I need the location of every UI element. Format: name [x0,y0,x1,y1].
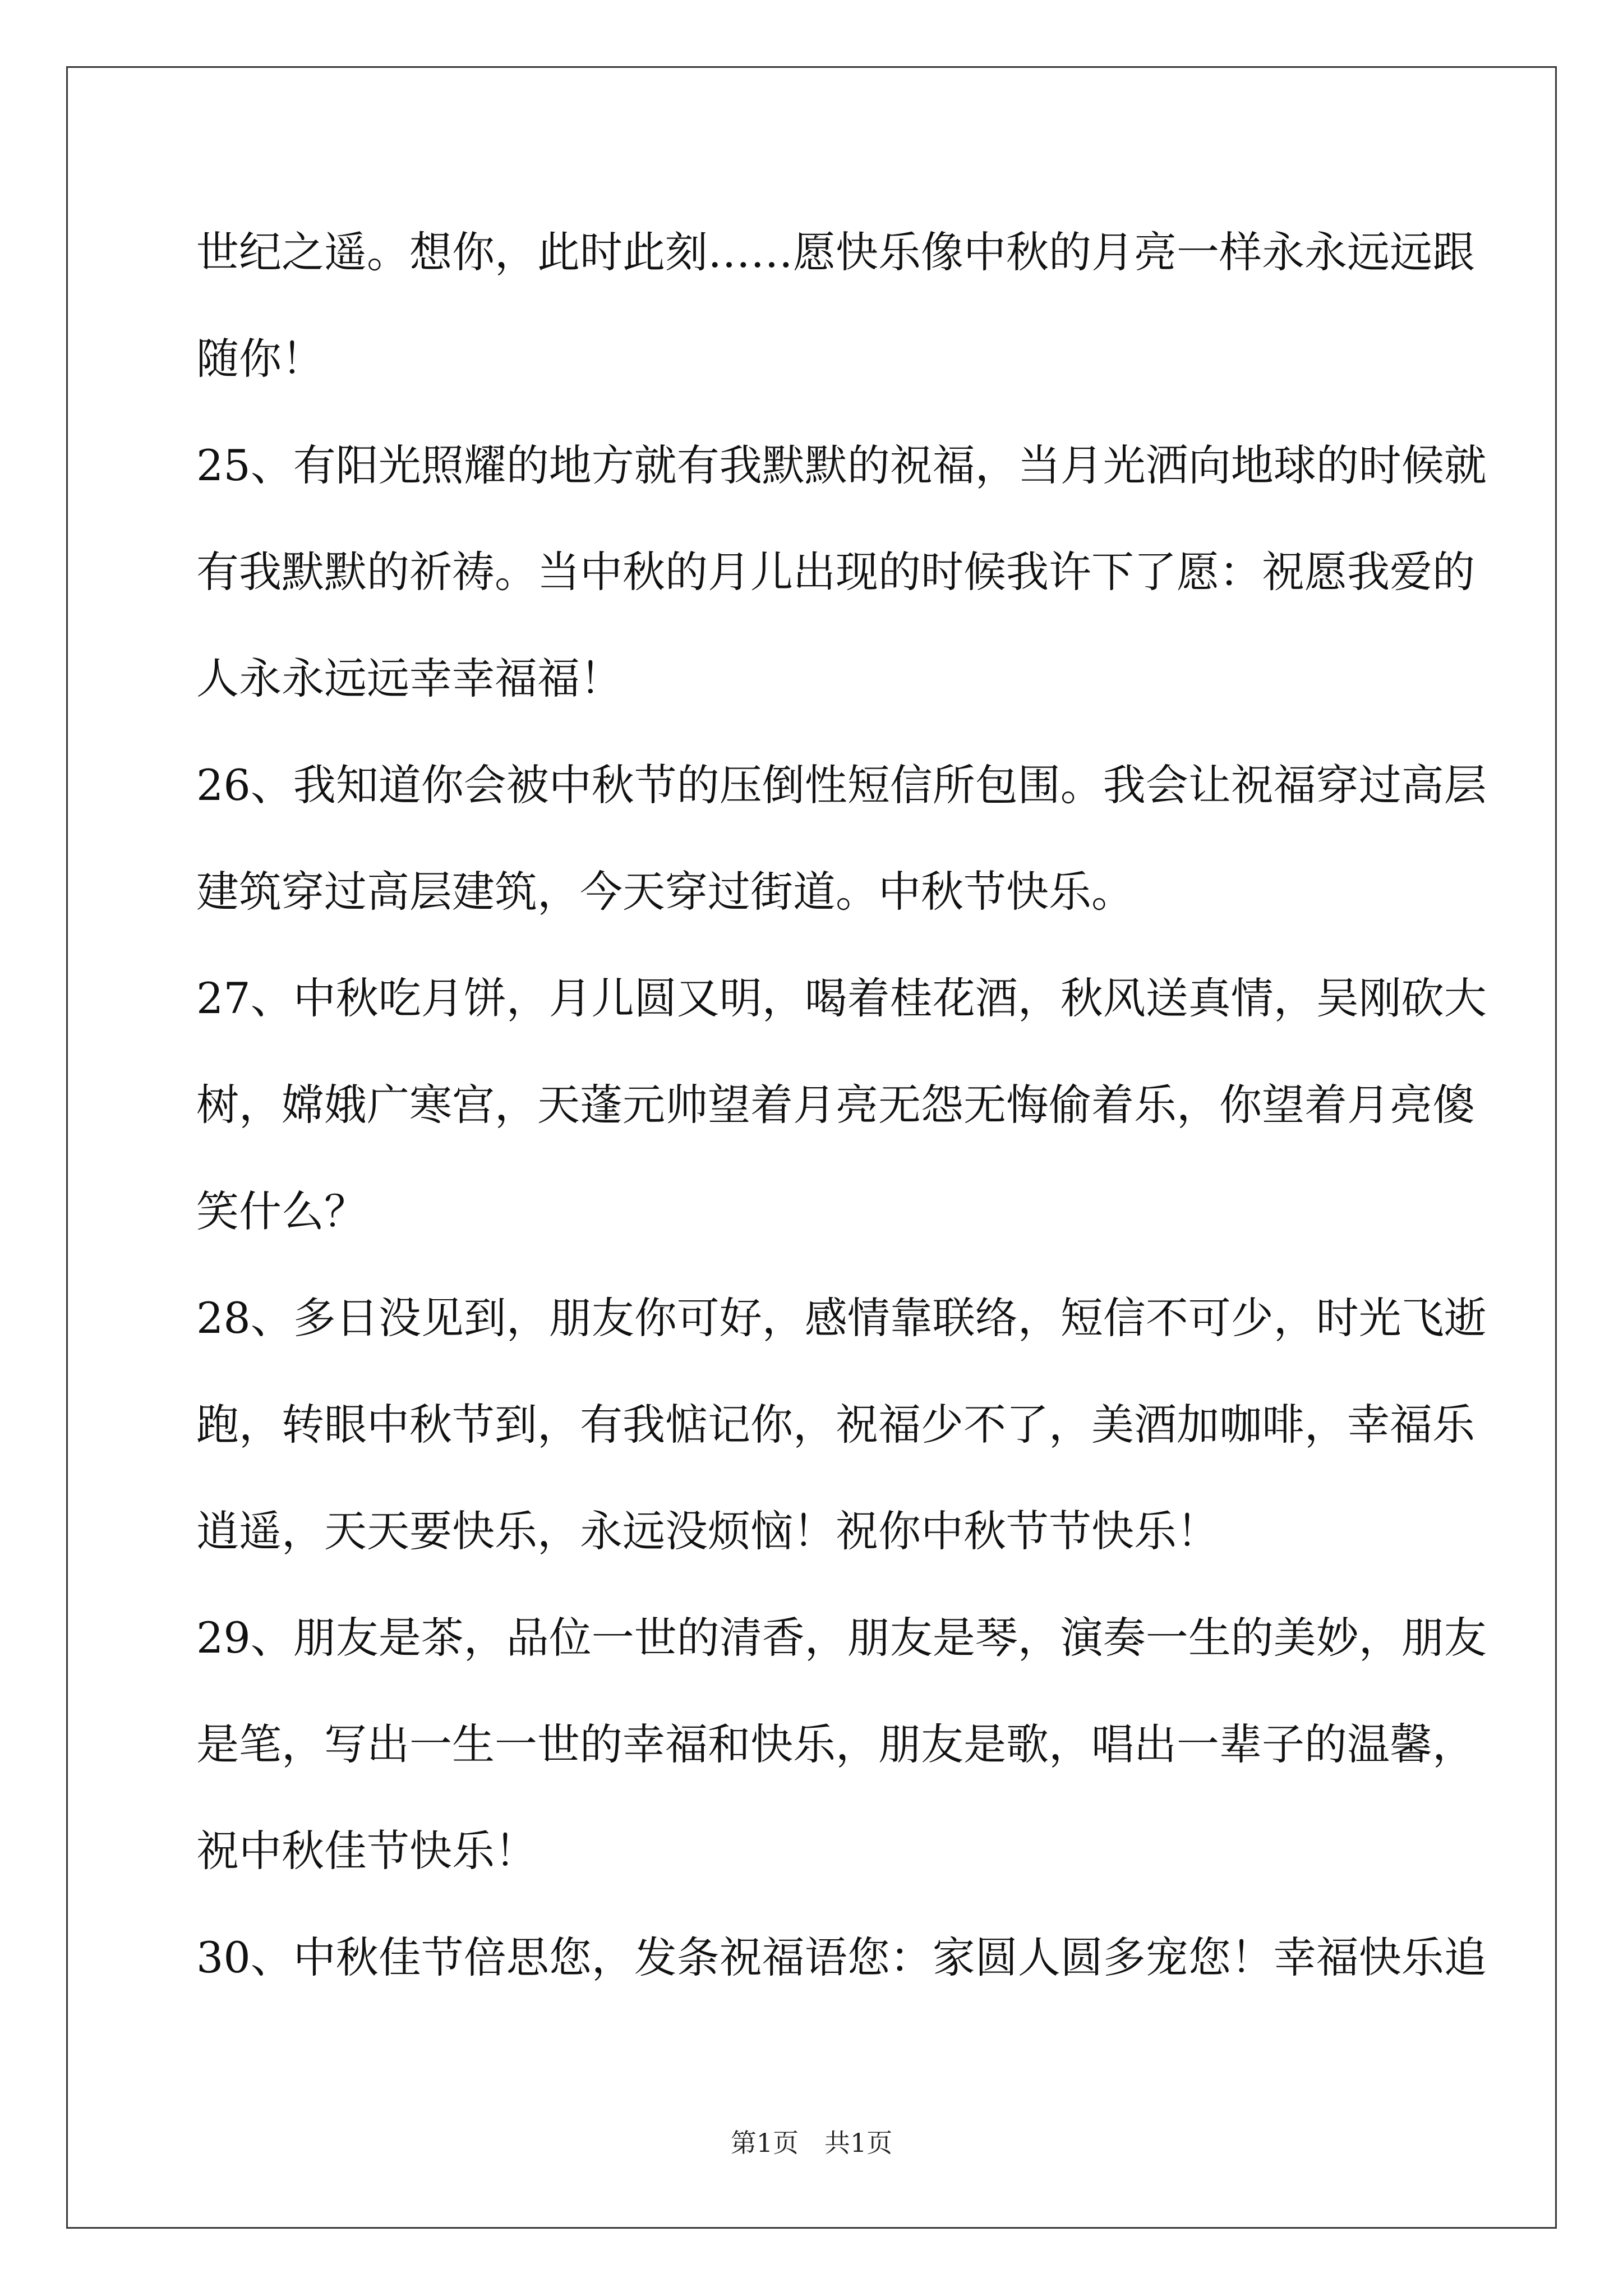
text-line: 29、朋友是茶，品位一世的清香，朋友是琴，演奏一生的美妙，朋友 [196,1613,1487,1663]
text-line: 树，嫦娥广寒宫，天蓬元帅望着月亮无怨无悔偷着乐，你望着月亮傻 [196,1080,1475,1130]
text-line: 世纪之遥。想你，此时此刻……愿快乐像中秋的月亮一样永永远远跟 [196,227,1475,277]
text-line: 逍遥，天天要快乐，永远没烦恼！祝你中秋节节快乐！ [196,1506,1219,1556]
text-line: 30、中秋佳节倍思您，发条祝福语您：家圆人圆多宠您！幸福快乐追 [196,1932,1487,1982]
page-number-footer: 第1页 共1页 [730,2128,893,2158]
text-line: 随你！ [196,334,324,384]
document-body [196,208,1487,2019]
text-line: 是笔，写出一生一世的幸福和快乐，朋友是歌，唱出一辈子的温馨， [196,1719,1475,1769]
text-line: 26、我知道你会被中秋节的压倒性短信所包围。我会让祝福穿过高层 [196,760,1487,810]
text-line: 有我默默的祈祷。当中秋的月儿出现的时候我许下了愿：祝愿我爱的 [196,547,1475,597]
text-line: 28、多日没见到，朋友你可好，感情靠联络，短信不可少，时光飞逝 [196,1293,1487,1343]
text-line: 祝中秋佳节快乐！ [196,1826,537,1876]
text-line: 人永永远远幸幸福福！ [196,654,623,703]
text-line: 笑什么？ [196,1186,367,1236]
text-line: 27、中秋吃月饼，月儿圆又明，喝着桂花酒，秋风送真情，吴刚砍大 [196,973,1487,1023]
text-line: 建筑穿过高层建筑，今天穿过街道。中秋节快乐。 [196,867,1134,917]
text-line: 25、有阳光照耀的地方就有我默默的祝福，当月光洒向地球的时候就 [196,440,1487,490]
text-line: 跑，转眼中秋节到，有我惦记你，祝福少不了，美酒加咖啡，幸福乐 [196,1400,1475,1450]
